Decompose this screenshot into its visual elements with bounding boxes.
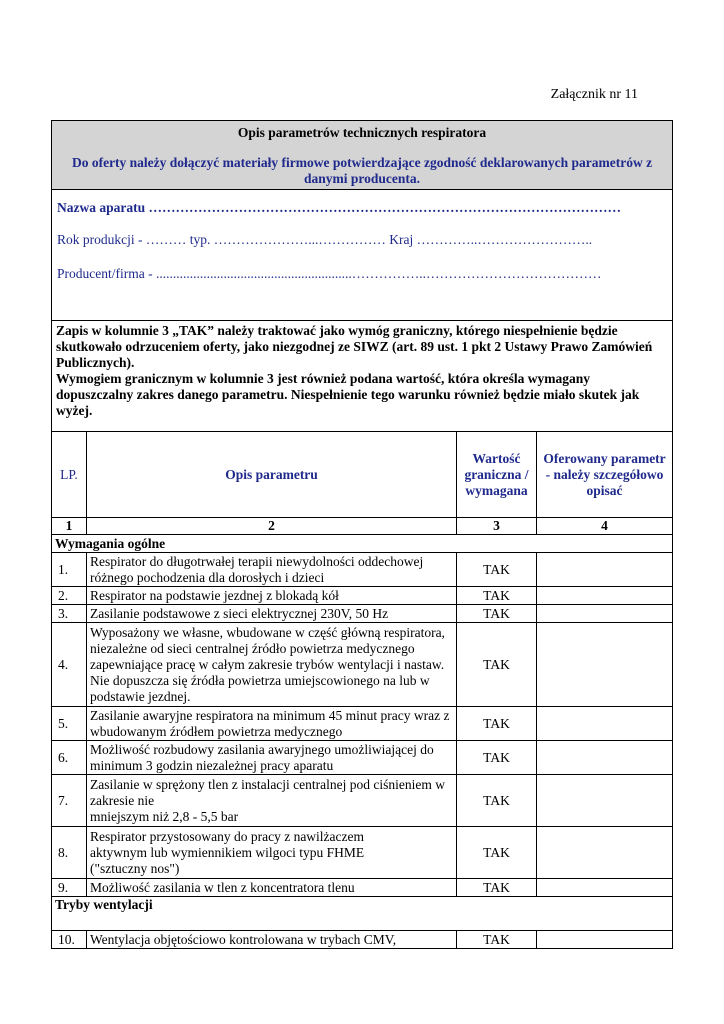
col-number-4: 4: [537, 518, 673, 535]
row-desc: Zasilanie w sprężony tlen z instalacji centralnej pod ciśnieniem w zakresie nie mniejszym niż 2,8 - 5,5 bar: [87, 775, 457, 827]
row-limit: TAK: [457, 605, 537, 623]
header-subtitle: Do oferty należy dołączyć materiały firmowe potwierdzające zgodność deklarowanych parametrów z danymi producenta.: [71, 155, 653, 186]
row-desc: Możliwość rozbudowy zasilania awaryjnego umożliwiającej do minimum 3 godzin niezależnej pracy aparatu: [87, 741, 457, 775]
table-row: [52, 623, 673, 707]
table-row: [52, 587, 673, 605]
table-row: [52, 827, 673, 879]
row-desc: Respirator przystosowany do pracy z nawilżaczem aktywnym lub wymiennikiem wilgoci typu FHME ("sztuczny nos"): [87, 827, 457, 879]
parameters-table: [51, 120, 673, 949]
col-number-3: 3: [457, 518, 537, 535]
device-name-field[interactable]: Nazwa aparatu ……………………………………………………………………………………………: [57, 200, 621, 215]
producer-field[interactable]: Producent/firma - ..........................................................……………..…………………………………: [57, 266, 602, 281]
row-limit: TAK: [457, 879, 537, 897]
table-row: [52, 553, 673, 587]
col-limit-header: Wartość graniczna / wymagana: [457, 432, 537, 518]
table-row: [52, 775, 673, 827]
table-row: [52, 741, 673, 775]
row-limit: TAK: [457, 931, 537, 949]
attachment-label: Załącznik nr 11: [550, 87, 638, 102]
col-param-header: Opis parametru: [87, 432, 457, 518]
row-offered-input[interactable]: [537, 827, 673, 879]
device-fields: [52, 190, 673, 321]
row-lp: 8.: [52, 827, 87, 879]
table-row: [52, 605, 673, 623]
row-limit: TAK: [457, 775, 537, 827]
row-desc: Respirator na podstawie jezdnej z blokadą kół: [87, 587, 457, 605]
row-desc: Zasilanie podstawowe z sieci elektrycznej 230V, 50 Hz: [87, 605, 457, 623]
row-limit: TAK: [457, 587, 537, 605]
row-offered-input[interactable]: [537, 707, 673, 741]
requirements-note: Zapis w kolumnie 3 „TAK” należy traktować jako wymóg graniczny, którego niespełnienie będzie skutkowało odrzuceniem oferty, jako niezgodnej ze SIWZ (art. 89 ust. 1 pkt 2 Ustawy Prawo Zamówień Publicznych). Wymogiem granicznym w kolumnie 3 jest również podana wartość, która określa wymagany dopuszczalny zakres danego parametru. Niespełnienie tego warunku również będzie miało skutek jak wyżej.: [52, 321, 673, 432]
row-offered-input[interactable]: [537, 605, 673, 623]
row-lp: 4.: [52, 623, 87, 707]
row-offered-input[interactable]: [537, 553, 673, 587]
row-desc: Możliwość zasilania w tlen z koncentratora tlenu: [87, 879, 457, 897]
row-desc: Zasilanie awaryjne respiratora na minimum 45 minut pracy wraz z wbudowanym źródłem powietrza medycznego: [87, 707, 457, 741]
row-offered-input[interactable]: [537, 879, 673, 897]
year-type-country-field[interactable]: Rok produkcji - ……… typ. …………………...…………… Kraj …………..……………………..: [57, 232, 593, 247]
header-cell: [52, 121, 673, 190]
row-lp: 10.: [52, 931, 87, 949]
row-limit: TAK: [457, 623, 537, 707]
row-desc: Wentylacja objętościowo kontrolowana w trybach CMV,: [87, 931, 457, 949]
table-row: [52, 931, 673, 949]
header-title: Opis parametrów technicznych respiratora: [237, 125, 487, 140]
row-lp: 5.: [52, 707, 87, 741]
row-offered-input[interactable]: [537, 623, 673, 707]
row-limit: TAK: [457, 707, 537, 741]
col-number-1: 1: [52, 518, 87, 535]
row-lp: 1.: [52, 553, 87, 587]
table-row: [52, 879, 673, 897]
row-offered-input[interactable]: [537, 587, 673, 605]
row-offered-input[interactable]: [537, 775, 673, 827]
row-desc: Respirator do długotrwałej terapii niewydolności oddechowej różnego pochodzenia dla dorosłych i dzieci: [87, 553, 457, 587]
row-offered-input[interactable]: [537, 931, 673, 949]
row-lp: 6.: [52, 741, 87, 775]
row-lp: 7.: [52, 775, 87, 827]
row-offered-input[interactable]: [537, 741, 673, 775]
row-lp: 9.: [52, 879, 87, 897]
row-lp: 3.: [52, 605, 87, 623]
row-lp: 2.: [52, 587, 87, 605]
section-general: Wymagania ogólne: [52, 535, 673, 553]
col-lp-header: LP.: [52, 432, 87, 518]
row-limit: TAK: [457, 553, 537, 587]
row-limit: TAK: [457, 827, 537, 879]
section-ventilation-modes: Tryby wentylacji: [52, 897, 673, 931]
col-offered-header: Oferowany parametr - należy szczegółowo opisać: [537, 432, 673, 518]
row-desc: Wyposażony we własne, wbudowane w część główną respiratora, niezależne od sieci centralnej źródło powietrza medycznego zapewniające pracę w całym zakresie trybów wentylacji i nastaw. Nie dopuszcza się źródła powietrza umiejscowionego na lub w podstawie jezdnej.: [87, 623, 457, 707]
table-row: [52, 707, 673, 741]
row-limit: TAK: [457, 741, 537, 775]
col-number-2: 2: [87, 518, 457, 535]
